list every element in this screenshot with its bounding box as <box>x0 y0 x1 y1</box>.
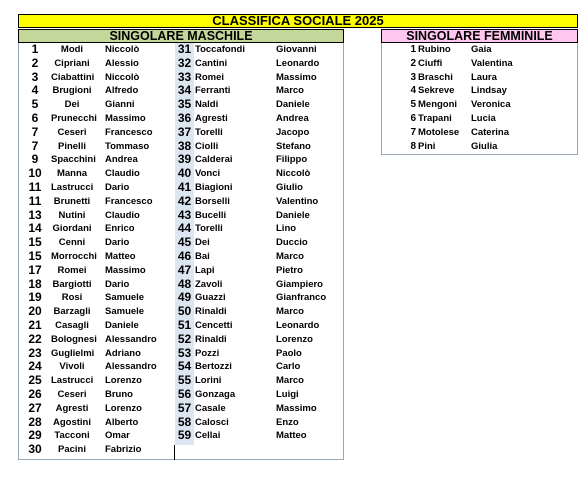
player-name: Francesco <box>105 195 153 207</box>
player-name: Massimo <box>105 264 146 276</box>
player-name: Alessandro <box>105 361 157 373</box>
player-name: Giampiero <box>276 278 323 290</box>
player-surname: Morrocchi <box>51 251 97 262</box>
rank-number: 21 <box>28 318 42 332</box>
rank-number: 51 <box>177 318 192 332</box>
player-surname: Nutini <box>58 209 86 221</box>
rank-number: 7 <box>410 126 416 138</box>
player-name: Filippo <box>276 154 308 166</box>
male-singles-header: SINGOLARE MASCHILE <box>18 29 344 43</box>
player-surname: Pinelli <box>58 140 86 152</box>
player-name: Leonardo <box>276 57 320 69</box>
rank-number: 20 <box>28 304 42 319</box>
player-name: Enrico <box>105 223 135 235</box>
player-surname: Rosi <box>61 292 83 304</box>
player-surname: Pozzi <box>195 347 220 359</box>
rank-number: 47 <box>177 262 192 277</box>
rank-number: 26 <box>28 387 42 401</box>
player-name: Dario <box>105 182 130 193</box>
player-surname: Bertozzi <box>195 361 232 373</box>
rank-number: 5 <box>410 99 416 111</box>
player-name: Matteo <box>105 251 136 262</box>
rank-number: 43 <box>177 207 192 222</box>
player-surname: Prunecchi <box>51 113 97 124</box>
rank-number: 2 <box>31 55 39 70</box>
player-surname: Brunetti <box>53 195 91 207</box>
player-surname: Cantini <box>195 57 228 69</box>
rank-number: 58 <box>177 414 192 429</box>
rank-number: 40 <box>177 166 192 181</box>
player-surname: Ceseri <box>57 126 87 138</box>
rank-number: 27 <box>28 400 42 415</box>
player-surname: Cipriani <box>54 57 90 69</box>
player-name: Alberto <box>105 416 139 428</box>
player-surname: Agresti <box>55 402 89 414</box>
player-name: Lucia <box>471 113 496 124</box>
player-surname: Motolese <box>418 126 460 138</box>
rank-number: 34 <box>177 83 192 98</box>
player-name: Alfredo <box>105 85 139 97</box>
player-surname: Toccafondi <box>195 44 245 55</box>
player-surname: Bucelli <box>195 209 227 221</box>
player-name: Valentino <box>276 195 319 207</box>
player-name: Giulia <box>471 140 498 152</box>
rank-number: 35 <box>177 97 192 112</box>
rank-number: 19 <box>28 290 42 305</box>
rank-number: 4 <box>410 85 416 97</box>
rank-number: 15 <box>28 235 42 250</box>
player-surname: Sekreve <box>418 85 455 97</box>
rank-number: 9 <box>31 152 39 167</box>
rank-number: 46 <box>177 249 192 263</box>
rank-number: 1 <box>410 44 416 55</box>
player-surname: Mengoni <box>418 99 458 111</box>
player-name: Niccolò <box>276 168 311 180</box>
player-name: Andrea <box>105 154 138 166</box>
player-surname: Ciuffi <box>418 57 443 69</box>
player-name: Bruno <box>105 389 133 400</box>
player-surname: Cellai <box>195 430 221 442</box>
rank-number: 5 <box>31 97 39 112</box>
rank-number: 23 <box>28 345 42 360</box>
player-name: Alessio <box>105 57 139 69</box>
rank-number: 36 <box>177 111 192 125</box>
rank-number: 49 <box>177 290 192 305</box>
rank-number: 11 <box>28 193 42 208</box>
rank-number: 18 <box>28 276 42 291</box>
rank-number: 29 <box>28 428 42 443</box>
rank-number: 15 <box>28 249 42 263</box>
player-surname: Casale <box>195 402 226 414</box>
rank-number: 44 <box>177 221 192 236</box>
rank-number: 22 <box>28 331 42 346</box>
rank-number: 32 <box>177 55 192 70</box>
rank-number: 52 <box>177 331 192 346</box>
player-name: Niccolò <box>105 44 140 55</box>
player-surname: Naldi <box>195 99 219 111</box>
player-name: Stefano <box>276 140 311 152</box>
rank-number: 38 <box>177 138 192 153</box>
rank-number: 6 <box>31 111 39 125</box>
rank-number: 3 <box>410 71 416 83</box>
rank-number: 31 <box>177 42 192 56</box>
player-surname: Trapani <box>418 113 452 124</box>
player-name: Claudio <box>105 168 140 180</box>
player-surname: Tacconi <box>54 430 90 442</box>
rank-number: 3 <box>31 69 39 84</box>
rank-number: 6 <box>410 113 416 124</box>
player-surname: Guglielmi <box>51 347 95 359</box>
player-surname: Lapi <box>195 264 215 276</box>
rank-number: 25 <box>28 373 42 388</box>
player-surname: Ferranti <box>195 85 231 97</box>
rank-number: 1 <box>31 42 39 56</box>
player-surname: Barzagli <box>53 306 91 318</box>
player-surname: Pacini <box>58 444 86 456</box>
player-name: Marco <box>276 85 304 97</box>
player-name: Omar <box>105 430 130 442</box>
rank-number: 14 <box>28 221 42 236</box>
player-surname: Agostini <box>53 416 91 428</box>
rank-number: 56 <box>177 387 192 401</box>
player-surname: Calosci <box>195 416 229 428</box>
player-surname: Torelli <box>195 126 223 138</box>
player-name: Niccolò <box>105 71 140 83</box>
player-surname: Borselli <box>195 195 230 207</box>
rank-number: 7 <box>31 138 39 153</box>
player-name: Dario <box>105 237 130 249</box>
player-name: Marco <box>276 375 304 387</box>
player-name: Marco <box>276 251 304 262</box>
player-surname: Spacchini <box>51 154 96 166</box>
player-name: Samuele <box>105 292 145 304</box>
player-surname: Vivoli <box>59 361 85 373</box>
player-surname: Biagioni <box>195 182 233 193</box>
player-name: Paolo <box>276 347 302 359</box>
player-surname: Bai <box>195 251 210 262</box>
player-surname: Casagli <box>55 320 89 331</box>
player-surname: Braschi <box>418 71 453 83</box>
rank-number: 10 <box>28 166 42 181</box>
player-name: Lino <box>276 223 297 235</box>
page-title: CLASSIFICA SOCIALE 2025 <box>18 14 578 28</box>
rank-number: 48 <box>177 276 192 291</box>
player-surname: Lorini <box>195 375 222 387</box>
player-name: Gianni <box>105 99 135 111</box>
rank-number: 54 <box>177 359 192 374</box>
player-name: Lorenzo <box>105 375 142 387</box>
player-surname: Pini <box>418 140 436 152</box>
rank-number: 11 <box>28 180 42 194</box>
rank-number: 55 <box>177 373 192 388</box>
player-name: Veronica <box>471 99 511 111</box>
player-name: Gianfranco <box>276 292 327 304</box>
player-surname: Romei <box>57 264 87 276</box>
player-name: Giovanni <box>276 44 317 55</box>
player-name: Jacopo <box>276 126 310 138</box>
player-name: Massimo <box>276 71 317 83</box>
player-surname: Romei <box>195 71 225 83</box>
player-surname: Manna <box>56 168 88 180</box>
player-name: Pietro <box>276 264 303 276</box>
rank-number: 37 <box>177 124 192 139</box>
player-name: Enzo <box>276 416 299 428</box>
player-surname: Guazzi <box>195 292 226 304</box>
player-name: Valentina <box>471 57 513 69</box>
player-name: Francesco <box>105 126 153 138</box>
player-surname: Gonzaga <box>195 389 236 400</box>
rank-number: 39 <box>177 152 192 167</box>
player-surname: Ciabattini <box>51 71 95 83</box>
player-surname: Brugioni <box>52 85 92 97</box>
column-divider <box>174 445 175 460</box>
player-name: Leonardo <box>276 320 320 331</box>
player-surname: Ceseri <box>57 389 87 400</box>
player-surname: Giordani <box>52 223 92 235</box>
player-name: Lindsay <box>471 85 507 97</box>
player-name: Laura <box>471 71 497 83</box>
player-name: Fabrizio <box>105 444 142 456</box>
player-surname: Lastrucci <box>51 182 94 193</box>
player-surname: Bargiotti <box>52 278 92 290</box>
player-name: Dario <box>105 278 130 290</box>
rank-number: 50 <box>177 304 192 319</box>
player-surname: Lastrucci <box>51 375 94 387</box>
player-surname: Zavoli <box>195 278 223 290</box>
player-name: Tommaso <box>105 140 150 152</box>
rank-number: 33 <box>177 69 192 84</box>
rank-number: 8 <box>410 140 416 152</box>
rank-number: 42 <box>177 193 192 208</box>
player-surname: Dei <box>195 237 210 249</box>
rank-number: 4 <box>31 83 39 98</box>
rank-number: 2 <box>410 57 416 69</box>
player-surname: Cenni <box>58 237 86 249</box>
player-surname: Agresti <box>195 113 228 124</box>
player-name: Adriano <box>105 347 141 359</box>
player-surname: Calderai <box>195 154 233 166</box>
player-name: Duccio <box>276 237 308 249</box>
rank-number: 7 <box>31 124 39 139</box>
player-name: Andrea <box>276 113 309 124</box>
player-surname: Rubino <box>418 44 451 55</box>
rank-number: 28 <box>28 414 42 429</box>
player-name: Samuele <box>105 306 145 318</box>
player-name: Lorenzo <box>105 402 142 414</box>
player-surname: Bolognesi <box>51 333 97 345</box>
player-name: Massimo <box>105 113 146 124</box>
player-name: Lorenzo <box>276 333 313 345</box>
player-surname: Modi <box>60 44 84 55</box>
player-name: Matteo <box>276 430 307 442</box>
player-name: Carlo <box>276 361 301 373</box>
player-surname: Rinaldi <box>195 333 227 345</box>
player-surname: Cencetti <box>195 320 233 331</box>
rank-number: 41 <box>177 180 192 194</box>
player-name: Luigi <box>276 389 299 400</box>
player-name: Alessandro <box>105 333 157 345</box>
player-name: Massimo <box>276 402 317 414</box>
player-name: Marco <box>276 306 304 318</box>
player-surname: Vonci <box>195 168 221 180</box>
rank-number: 53 <box>177 345 192 360</box>
player-surname: Rinaldi <box>195 306 227 318</box>
rank-number: 57 <box>177 400 192 415</box>
player-surname: Torelli <box>195 223 223 235</box>
player-name: Giulio <box>276 182 303 193</box>
player-surname: Ciolli <box>195 140 219 152</box>
rank-number: 17 <box>28 262 42 277</box>
rank-number: 24 <box>28 359 42 374</box>
rank-number: 45 <box>177 235 192 250</box>
player-name: Daniele <box>105 320 139 331</box>
female-singles-header: SINGOLARE FEMMINILE <box>381 29 578 43</box>
rank-number: 30 <box>28 442 42 457</box>
rank-number: 13 <box>28 207 42 222</box>
player-name: Gaia <box>471 44 492 55</box>
player-name: Caterina <box>471 126 510 138</box>
rank-number: 59 <box>177 428 192 443</box>
player-name: Daniele <box>276 99 310 111</box>
player-name: Daniele <box>276 209 310 221</box>
player-name: Claudio <box>105 209 140 221</box>
player-surname: Dei <box>64 99 80 111</box>
